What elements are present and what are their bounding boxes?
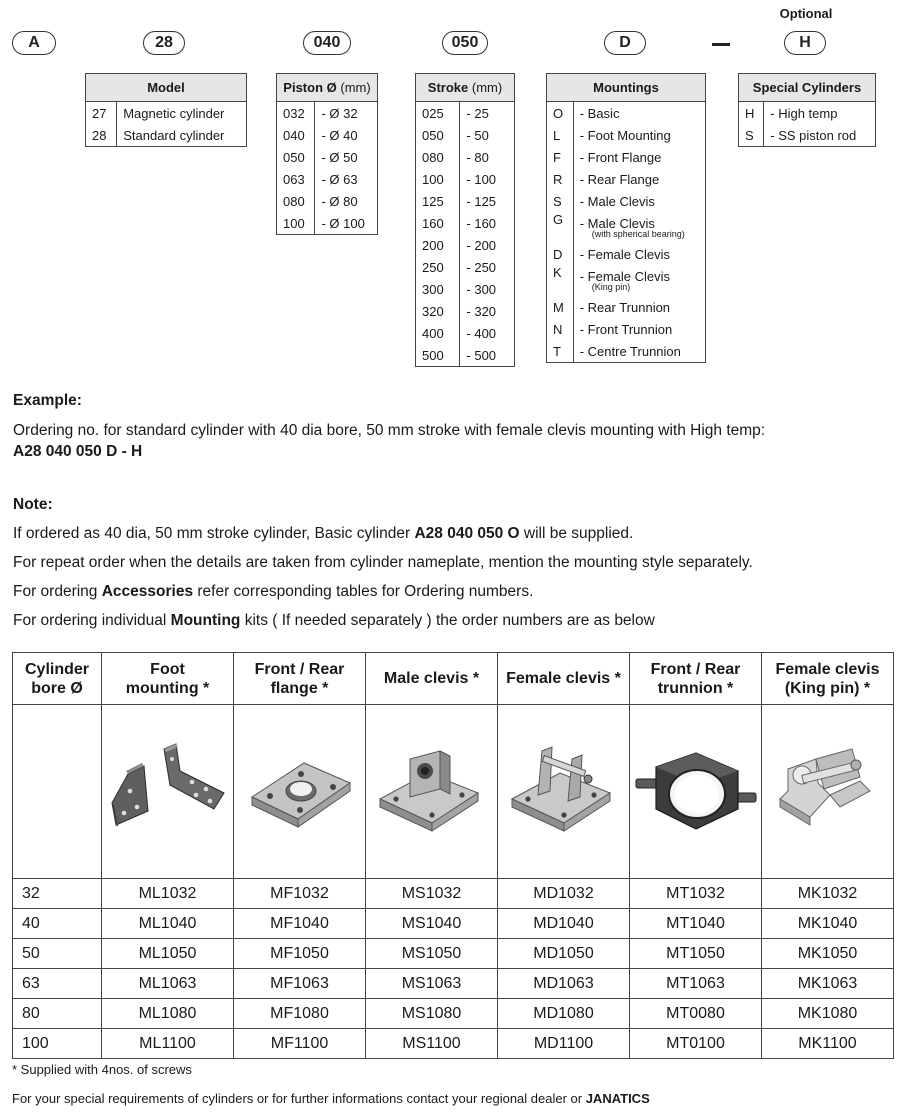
mounting-code: R [547, 168, 574, 190]
header-foot-mounting: Foot mounting * [102, 653, 234, 705]
row-code: 080 [416, 146, 460, 168]
mounting-label: - Centre Trunnion [579, 343, 681, 359]
brand-name: JANATICS [585, 1091, 650, 1106]
table-row [547, 318, 706, 340]
header-front-rear-flange: Front / Rear flange * [234, 653, 366, 705]
stroke-table-title: Stroke (mm) [416, 74, 515, 102]
code-pill-series: A [12, 31, 56, 55]
table-row [547, 265, 706, 296]
table-row [13, 939, 894, 969]
footnote: * Supplied with 4nos. of screws [12, 1062, 192, 1077]
bore-cell: 63 [13, 969, 102, 999]
kit-code-cell: MF1080 [234, 999, 366, 1029]
table-row [13, 969, 894, 999]
header-female-clevis: Female clevis * [498, 653, 630, 705]
mountings-table-title: Mountings [547, 74, 706, 102]
mounting-code: D [547, 243, 574, 265]
table-row [277, 124, 378, 146]
bore-cell: 100 [13, 1029, 102, 1059]
table-row [416, 278, 515, 300]
table-row [277, 102, 378, 125]
code-pill-piston: 040 [303, 31, 351, 55]
table-row [277, 190, 378, 212]
kit-code-cell: MS1032 [366, 879, 498, 909]
kit-code-cell: MT1032 [630, 879, 762, 909]
row-value: - 80 [460, 146, 515, 168]
kit-code-cell: MD1050 [498, 939, 630, 969]
mounting-code: T [547, 340, 574, 363]
mounting-sublabel: (King pin) [591, 282, 631, 292]
mounting-code: L [547, 124, 574, 146]
table-row [277, 212, 378, 235]
mounting-label: - Female Clevis [579, 269, 671, 284]
table-row [416, 168, 515, 190]
row-value: - 400 [460, 322, 515, 344]
row-code: 500 [416, 344, 460, 367]
table-row [277, 146, 378, 168]
row-code: 320 [416, 300, 460, 322]
table-row: 28 Standard cylinder [86, 124, 247, 147]
kit-code-cell: ML1100 [102, 1029, 234, 1059]
male-clevis-image [370, 739, 494, 839]
mounting-code: F [547, 146, 574, 168]
mounting-label: - Male Clevis [579, 193, 655, 209]
table-row: S - SS piston rod [739, 124, 876, 147]
female-clevis-image [502, 739, 626, 839]
kit-code-cell: MS1040 [366, 909, 498, 939]
row-code: 160 [416, 212, 460, 234]
mounting-code: M [547, 296, 574, 318]
table-row: 27 Magnetic cylinder [86, 102, 247, 125]
model-table-title: Model [86, 74, 247, 102]
piston-table-title: Piston Ø (mm) [277, 74, 378, 102]
bore-cell: 80 [13, 999, 102, 1029]
kit-code-cell: MD1063 [498, 969, 630, 999]
kit-code-cell: MF1063 [234, 969, 366, 999]
special-table-title: Special Cylinders [739, 74, 876, 102]
kit-code-cell: MK1080 [762, 999, 894, 1029]
mounting-sublabel: (with spherical bearing) [591, 229, 685, 239]
mounting-label: - Front Flange [579, 149, 662, 165]
mounting-code: G [547, 212, 574, 243]
table-row [13, 909, 894, 939]
row-value: - Ø 63 [315, 168, 378, 190]
table-row [547, 168, 706, 190]
table-row [416, 146, 515, 168]
table-row [547, 190, 706, 212]
note-line-1: If ordered as 40 dia, 50 mm stroke cylinder, Basic cylinder A28 040 050 O will be supplied. [13, 525, 634, 542]
example-text: Ordering no. for standard cylinder with 40 dia bore, 50 mm stroke with female clevis mounting with High temp: [13, 422, 766, 439]
table-row [547, 212, 706, 243]
table-row [547, 124, 706, 146]
bore-cell: 32 [13, 879, 102, 909]
kit-code-cell: ML1032 [102, 879, 234, 909]
table-row [416, 322, 515, 344]
row-code: 250 [416, 256, 460, 278]
table-row [416, 212, 515, 234]
row-value: - 250 [460, 256, 515, 278]
kit-code-cell: ML1063 [102, 969, 234, 999]
mounting-label: - Basic [579, 105, 620, 121]
row-value: - Ø 40 [315, 124, 378, 146]
piston-table [276, 73, 378, 235]
row-code: 080 [277, 190, 315, 212]
table-row [547, 243, 706, 265]
code-pill-special: H [784, 31, 826, 55]
table-row [416, 102, 515, 125]
header-male-clevis: Male clevis * [366, 653, 498, 705]
flange-image [238, 739, 362, 839]
kit-code-cell: MT0100 [630, 1029, 762, 1059]
table-row [416, 124, 515, 146]
kit-code-cell: MS1100 [366, 1029, 498, 1059]
code-dash [712, 43, 730, 46]
kit-code-cell: MF1040 [234, 909, 366, 939]
header-cylinder-bore: Cylinder bore Ø [13, 653, 102, 705]
kit-code-cell: MS1063 [366, 969, 498, 999]
row-code: 050 [416, 124, 460, 146]
note-line-2: For repeat order when the details are taken from cylinder nameplate, mention the mounting style separately. [13, 554, 753, 571]
table-row [416, 234, 515, 256]
optional-label: Optional [779, 6, 833, 21]
row-code: 125 [416, 190, 460, 212]
table-row [416, 190, 515, 212]
kit-code-cell: MK1100 [762, 1029, 894, 1059]
row-value: - 320 [460, 300, 515, 322]
row-value: - 50 [460, 124, 515, 146]
row-value: - Ø 32 [315, 102, 378, 125]
kit-code-cell: MS1050 [366, 939, 498, 969]
header-front-rear-trunnion: Front / Rear trunnion * [630, 653, 762, 705]
kit-code-cell: MF1100 [234, 1029, 366, 1059]
table-row [13, 999, 894, 1029]
kits-header-row [13, 653, 894, 705]
table-row [13, 879, 894, 909]
table-row: H - High temp [739, 102, 876, 125]
example-code: A28 040 050 D - H [13, 443, 143, 460]
kit-code-cell: MK1063 [762, 969, 894, 999]
mounting-kits-table [12, 652, 894, 1059]
bore-cell: 50 [13, 939, 102, 969]
table-row [416, 344, 515, 367]
kit-code-cell: ML1050 [102, 939, 234, 969]
footer-contact: For your special requirements of cylinders or for further informations contact your regional dealer or JANATICS [12, 1091, 650, 1106]
mounting-label: - Female Clevis [579, 246, 671, 262]
foot-mounting-image [106, 739, 230, 839]
kit-code-cell: MD1040 [498, 909, 630, 939]
table-row [547, 296, 706, 318]
kit-code-cell: MT1040 [630, 909, 762, 939]
table-row [547, 146, 706, 168]
kit-code-cell: MF1032 [234, 879, 366, 909]
row-value: - Ø 50 [315, 146, 378, 168]
table-row [547, 102, 706, 125]
row-code: 050 [277, 146, 315, 168]
kit-code-cell: MT0080 [630, 999, 762, 1029]
row-value: - Ø 100 [315, 212, 378, 235]
table-row [277, 168, 378, 190]
row-code: 040 [277, 124, 315, 146]
row-code: 025 [416, 102, 460, 125]
kit-code-cell: MD1100 [498, 1029, 630, 1059]
row-value: - 25 [460, 102, 515, 125]
model-table [85, 73, 247, 147]
row-value: - 100 [460, 168, 515, 190]
mountings-table [546, 73, 706, 363]
row-code: 032 [277, 102, 315, 125]
code-pill-model: 28 [143, 31, 185, 55]
kit-code-cell: MF1050 [234, 939, 366, 969]
trunnion-image [634, 739, 758, 839]
kit-code-cell: ML1040 [102, 909, 234, 939]
row-code: 200 [416, 234, 460, 256]
note-line-3: For ordering Accessories refer corresponding tables for Ordering numbers. [13, 583, 534, 600]
table-row [416, 300, 515, 322]
mounting-code: S [547, 190, 574, 212]
mounting-label: - Foot Mounting [579, 127, 671, 143]
row-value: - Ø 80 [315, 190, 378, 212]
mounting-label: - Male Clevis [579, 216, 655, 231]
kit-code-cell: MK1040 [762, 909, 894, 939]
kit-code-cell: MT1050 [630, 939, 762, 969]
kit-code-cell: MS1080 [366, 999, 498, 1029]
king-pin-clevis-image [766, 739, 890, 839]
header-female-clevis-king-pin: Female clevis (King pin) * [762, 653, 894, 705]
kit-code-cell: MK1050 [762, 939, 894, 969]
kit-code-cell: MT1063 [630, 969, 762, 999]
mounting-code: N [547, 318, 574, 340]
row-code: 100 [416, 168, 460, 190]
code-pill-stroke: 050 [442, 31, 488, 55]
table-row [416, 256, 515, 278]
mounting-code: K [547, 265, 574, 296]
row-code: 063 [277, 168, 315, 190]
table-row [547, 340, 706, 363]
code-pill-mounting: D [604, 31, 646, 55]
mounting-label: - Rear Flange [579, 171, 660, 187]
note-heading: Note: [13, 496, 53, 513]
note-line-4: For ordering individual Mounting kits ( If needed separately ) the order numbers are as below [13, 612, 655, 629]
row-code: 400 [416, 322, 460, 344]
row-value: - 160 [460, 212, 515, 234]
row-code: 100 [277, 212, 315, 235]
kit-code-cell: ML1080 [102, 999, 234, 1029]
mounting-label: - Rear Trunnion [579, 299, 671, 315]
bore-cell: 40 [13, 909, 102, 939]
kit-images-row [13, 705, 894, 879]
mounting-code: O [547, 102, 574, 125]
special-table [738, 73, 876, 147]
table-row [13, 1029, 894, 1059]
row-code: 300 [416, 278, 460, 300]
stroke-table [415, 73, 515, 367]
row-value: - 300 [460, 278, 515, 300]
mounting-label: - Front Trunnion [579, 321, 673, 337]
row-value: - 200 [460, 234, 515, 256]
row-value: - 125 [460, 190, 515, 212]
example-heading: Example: [13, 392, 82, 409]
kit-code-cell: MD1080 [498, 999, 630, 1029]
kit-code-cell: MK1032 [762, 879, 894, 909]
row-value: - 500 [460, 344, 515, 367]
kit-code-cell: MD1032 [498, 879, 630, 909]
